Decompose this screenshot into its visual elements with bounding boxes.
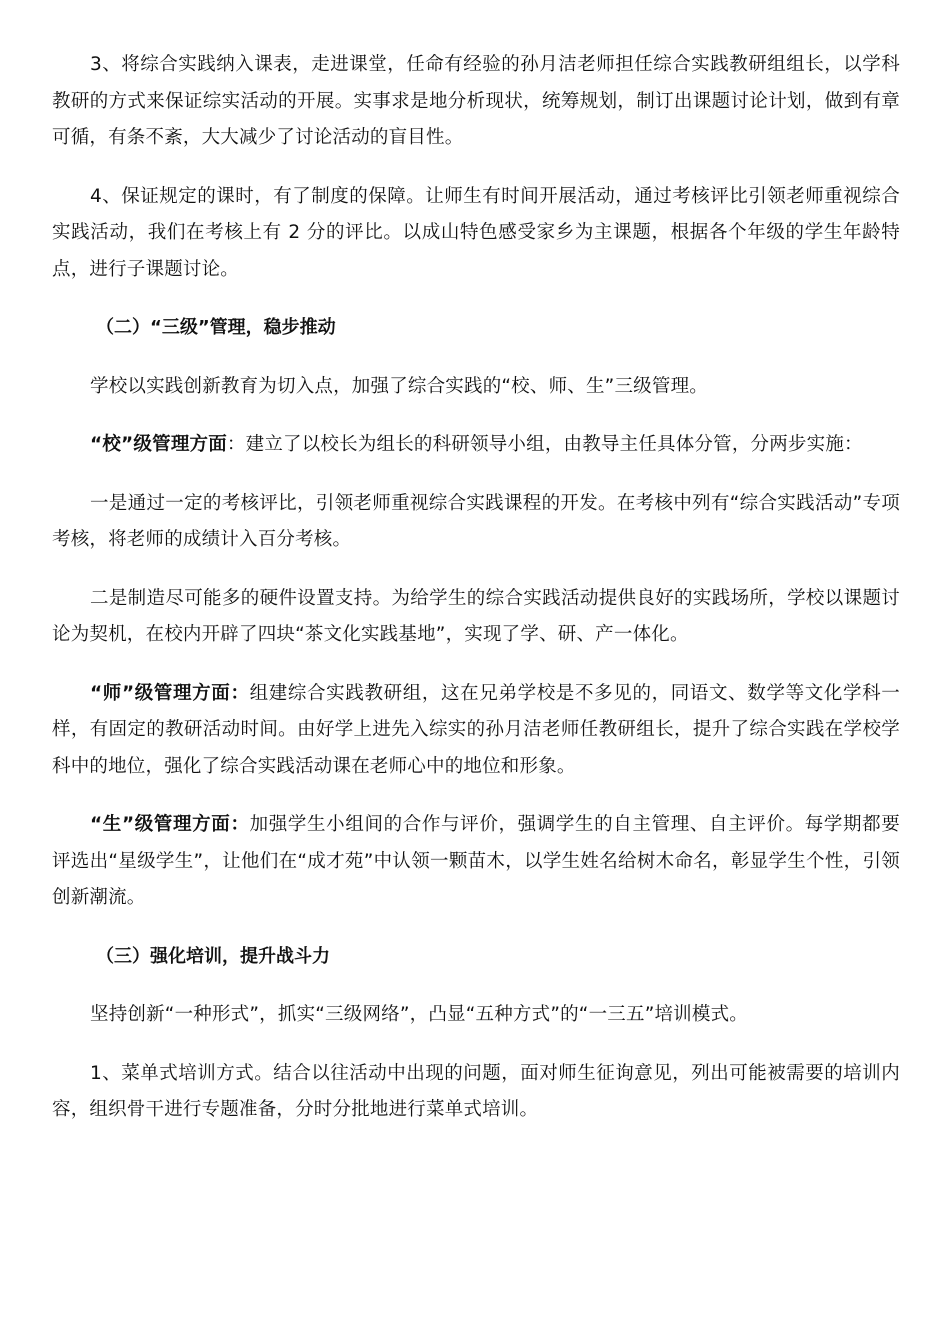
paragraph-assessment: 一是通过一定的考核评比，引领老师重视综合实践课程的开发。在考核中列有“综合实践活动”专项考核，将老师的成绩计入百分考核。 [52, 492, 900, 550]
section-heading-management: （二）“三级”管理，稳步推动 [96, 317, 336, 338]
student-level-text: 加强学生小组间的合作与评价，强调学生的自主管理、自主评价。每学期都要评选出“星级学生”，让他们在“成才苑”中认领一颗苗木，以学生姓名给树木命名，彰显学生个性，引领创新潮流。 [52, 814, 900, 908]
section-heading-training: （三）强化培训，提升战斗力 [96, 945, 330, 967]
paragraph-school-level [52, 427, 900, 464]
paragraph-teacher-level [52, 676, 900, 786]
paragraph-training-model: 坚持创新“一种形式”，抓实“三级网络”，凸显“五种方式”的“一三五”培训模式。 [90, 1004, 748, 1025]
school-level-text: ：建立了以校长为组长的科研领导小组，由教导主任具体分管，分两步实施： [226, 434, 863, 455]
paragraph-class-hours: 4、保证规定的课时，有了制度的保障。让师生有时间开展活动，通过考核评比引领老师重视综合实践活动，我们在考核上有 2 分的评比。以成山特色感受家乡为主课题，根据各个年级的学生年龄特点，进行子课题讨论。 [52, 185, 900, 280]
paragraph-curriculum: 3、将综合实践纳入课表，走进课堂，任命有经验的孙月洁老师担任综合实践教研组组长，以学科教研的方式来保证综实活动的开展。实事求是地分析现状，统筹规划，制订出课题讨论计划，做到有章可循，有条不紊，大大减少了讨论活动的盲目性。 [52, 54, 900, 148]
school-level-lead: “校”级管理方面 [90, 434, 227, 455]
document-page [52, 47, 900, 1129]
paragraph-hardware: 二是制造尽可能多的硬件设置支持。为给学生的综合实践活动提供良好的实践场所，学校以课题讨论为契机，在校内开辟了四块“茶文化实践基地”，实现了学、研、产一体化。 [52, 587, 900, 645]
teacher-level-text: 组建综合实践教研组，这在兄弟学校是不多见的，同语文、数学等文化学科一样，有固定的教研活动时间。由好学上进先入综实的孙月洁老师任教研组长，提升了综合实践在学校学科中的地位，强化了综合实践活动课在老师心中的地位和形象。 [52, 682, 900, 777]
paragraph-management-intro: 学校以实践创新教育为切入点，加强了综合实践的“校、师、生”三级管理。 [90, 375, 708, 397]
paragraph-student-level [52, 807, 900, 917]
teacher-level-lead: “师”级管理方面： [90, 682, 250, 704]
paragraph-menu-training: 1、菜单式培训方式。结合以往活动中出现的问题，面对师生征询意见，列出可能被需要的培训内容，组织骨干进行专题准备，分时分批地进行菜单式培训。 [52, 1062, 900, 1120]
student-level-lead: “生”级管理方面： [90, 814, 250, 835]
